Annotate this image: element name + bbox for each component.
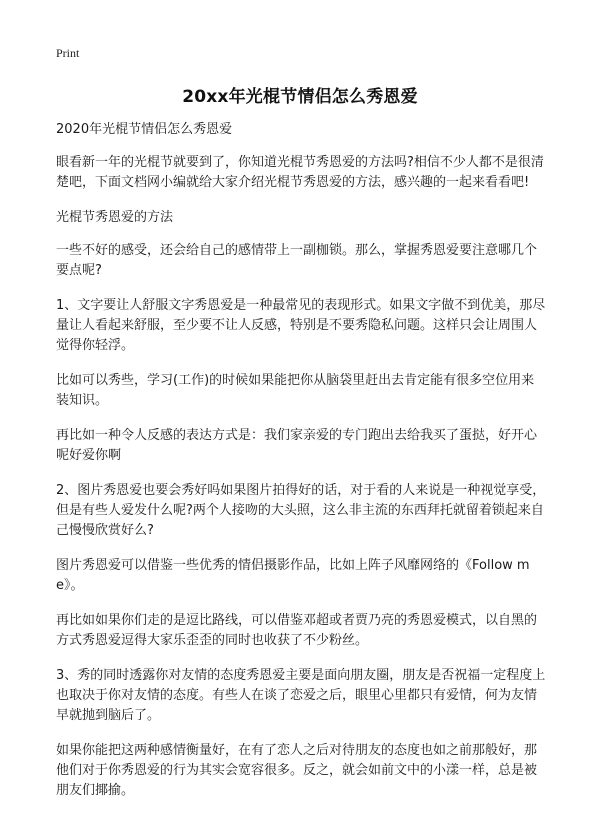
print-link[interactable]: Print [56, 46, 80, 60]
paragraph-subtitle: 2020年光棍节情侣怎么秀恩爱 [56, 122, 233, 137]
paragraph-section-heading: 光棍节秀恩爱的方法 [56, 210, 174, 225]
paragraph: 如果你能把这两种感情衡量好，在有了恋人之后对待朋友的态度也如之前那般好，那他们对于你秀恩爱的行为其实会宽容很多。反之，就会如前文中的小漾一样，总是被朋友们揶揄。 [56, 743, 538, 798]
document-title: 20xx年光棍节情侣怎么秀恩爱 [182, 87, 418, 107]
paragraph-intro: 眼看新一年的光棍节就要到了，你知道光棍节秀恩爱的方法吗?相信不少人都不是很清楚吧，下面文档网小编就给大家介绍光棍节秀恩爱的方法，感兴趣的一起来看看吧! [56, 155, 544, 190]
document-body [56, 120, 546, 816]
paragraph: 图片秀恩爱可以借鉴一些优秀的情侣摄影作品，比如上阵子风靡网络的《Follow me》。 [56, 558, 530, 593]
paragraph: 1、文字要让人舒服文字秀恩爱是一种最常见的表现形式。如果文字做不到优美，那尽量让人看起来舒服，至少要不让人反感，特别是不要秀隐私问题。这样只会让周围人觉得你轻浮。 [56, 298, 546, 353]
paragraph: 一些不好的感受，还会给自己的感情带上一副枷锁。那么，掌握秀恩爱要注意哪几个要点呢? [56, 243, 538, 278]
paragraph: 再比如如果你们走的是逗比路线，可以借鉴邓超或者贾乃亮的秀恩爱模式，以自黑的方式秀恩爱逗得大家乐歪歪的同时也收获了不少粉丝。 [56, 613, 538, 648]
paragraph: 再比如一种令人反感的表达方式是：我们家亲爱的专门跑出去给我买了蛋挞，好开心呢好爱你啊 [56, 428, 538, 463]
paragraph: 3、秀的同时透露你对友情的态度秀恩爱主要是面向朋友圈，朋友是否祝福一定程度上也取决于你对友情的态度。有些人在谈了恋爱之后，眼里心里都只有爱情，何为友情早就抛到脑后了。 [56, 668, 546, 723]
paragraph: 2、图片秀恩爱也要会秀好吗如果图片拍得好的话，对于看的人来说是一种视觉享受，但是有些人爱发什么呢?两个人接吻的大头照，这么非主流的东西拜托就留着锁起来自己慢慢欣赏好么? [56, 483, 546, 538]
paragraph: 比如可以秀些，学习(工作)的时候如果能把你从脑袋里赶出去肯定能有很多空位用来装知识。 [56, 373, 535, 408]
